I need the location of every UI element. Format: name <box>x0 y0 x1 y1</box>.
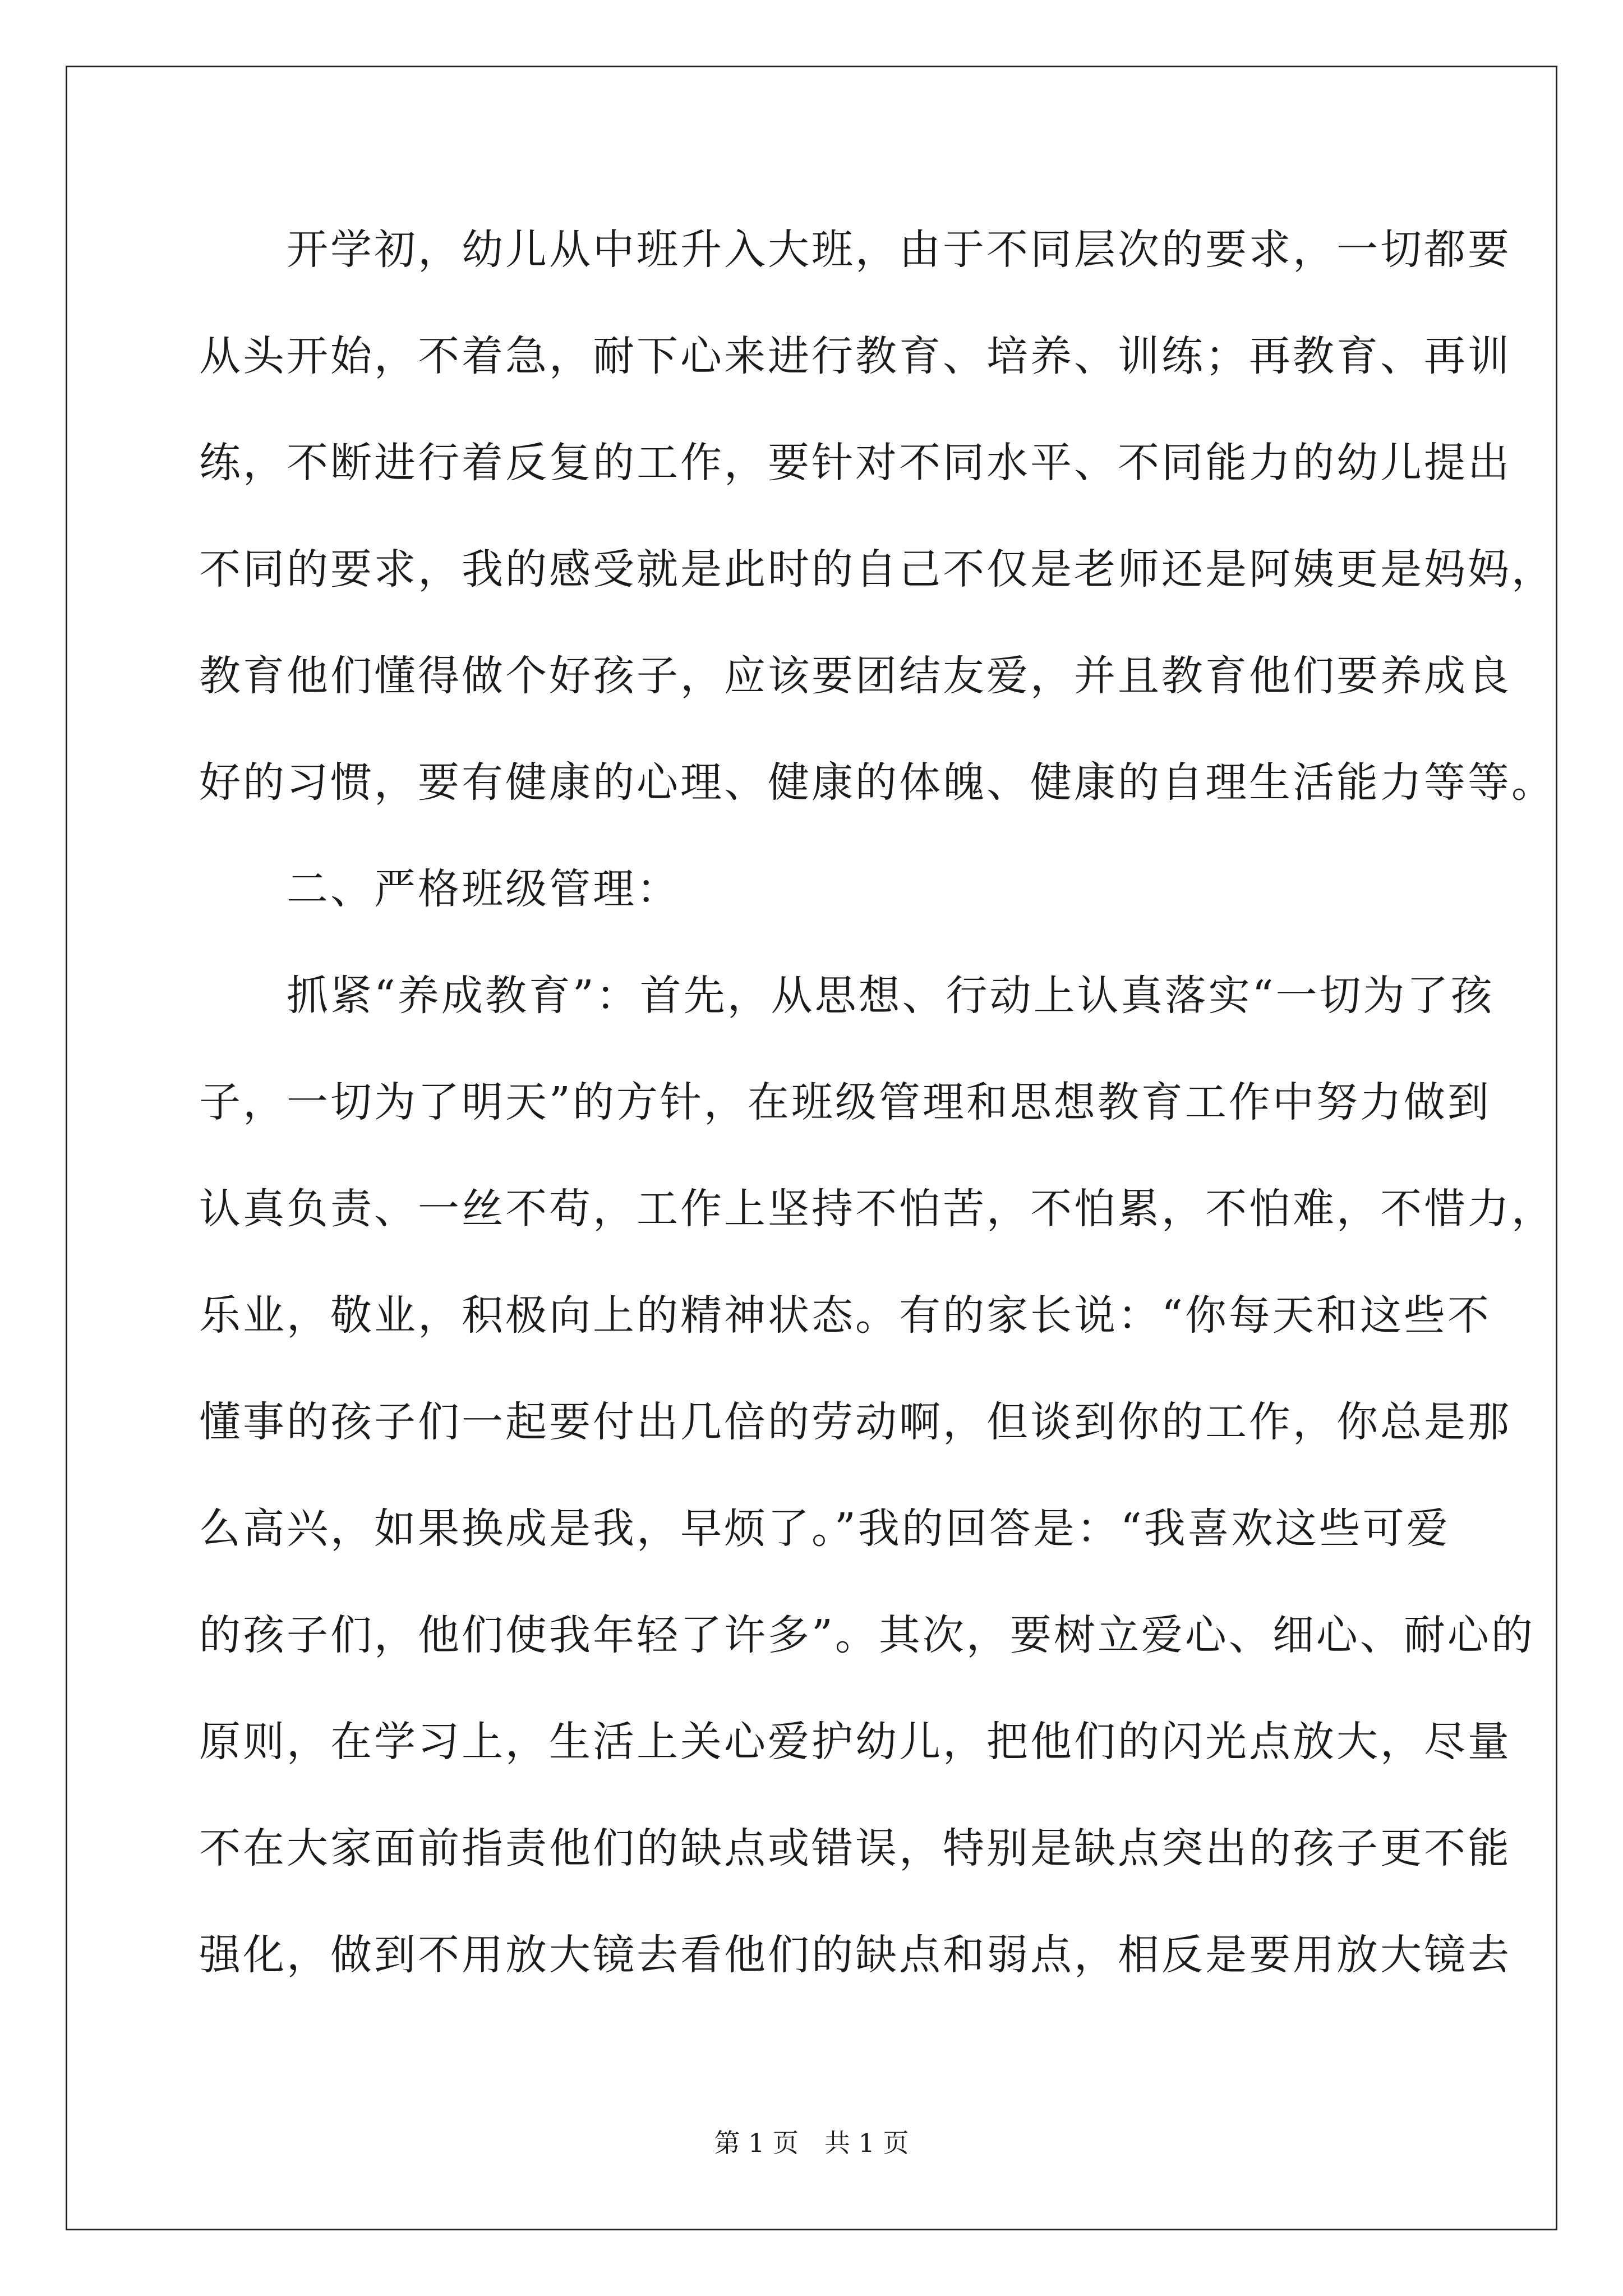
text-line: 教育他们懂得做个好孩子，应该要团结友爱，并且教育他们要养成良 <box>199 652 1511 700</box>
text-line: 抓紧“养成教育”：首先，从思想、行动上认真落实“一切为了孩 <box>199 972 1495 1020</box>
text-line: 的孩子们，他们使我年轻了许多”。其次，要树立爱心、细心、耐心的 <box>199 1611 1535 1659</box>
text-line: 不同的要求，我的感受就是此时的自己不仅是老师还是阿姨更是妈妈， <box>199 545 1555 593</box>
text-line: 好的习惯，要有健康的心理、健康的体魄、健康的自理生活能力等等。 <box>199 758 1555 807</box>
text-line: 子，一切为了明天”的方针，在班级管理和思想教育工作中努力做到 <box>199 1078 1491 1126</box>
text-line: 么高兴，如果换成是我，早烦了。”我的回答是：“我喜欢这些可爱 <box>199 1504 1450 1553</box>
page-border <box>66 66 1557 2230</box>
text-line: 懂事的孩子们一起要付出几倍的劳动啊，但谈到你的工作，你总是那 <box>199 1398 1511 1446</box>
text-line: 不在大家面前指责他们的缺点或错误，特别是缺点突出的孩子更不能 <box>199 1824 1511 1872</box>
page-footer: 第 1 页 共 1 页 <box>714 2128 909 2158</box>
section-heading: 二、严格班级管理： <box>199 865 680 913</box>
text-line: 从头开始，不着急，耐下心来进行教育、培养、训练；再教育、再训 <box>199 332 1511 380</box>
text-line: 练，不断进行着反复的工作，要针对不同水平、不同能力的幼儿提出 <box>199 439 1511 487</box>
text-line: 原则，在学习上，生活上关心爱护幼儿，把他们的闪光点放大，尽量 <box>199 1718 1511 1766</box>
text-line: 认真负责、一丝不苟，工作上坚持不怕苦，不怕累，不怕难，不惜力， <box>199 1185 1555 1233</box>
text-line: 乐业，敬业，积极向上的精神状态。有的家长说：“你每天和这些不 <box>199 1291 1491 1340</box>
text-line: 开学初，幼儿从中班升入大班，由于不同层次的要求，一切都要 <box>199 226 1511 274</box>
text-line: 强化，做到不用放大镜去看他们的缺点和弱点，相反是要用放大镜去 <box>199 1931 1511 1979</box>
